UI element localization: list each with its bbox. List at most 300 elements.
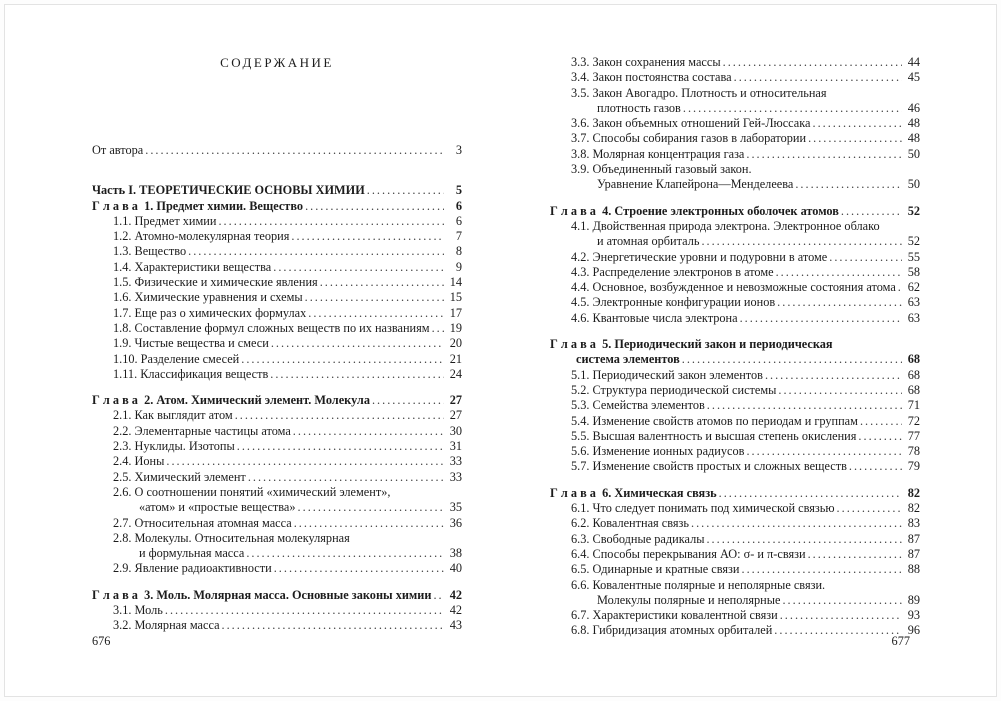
toc-text: 1.8. Составление формул сложных веществ по их названиям xyxy=(113,320,430,335)
toc-text: 3.2. Молярная масса xyxy=(113,618,220,633)
toc-line xyxy=(550,383,920,398)
toc-page-ref: 24 xyxy=(449,366,462,381)
left-page xyxy=(92,55,462,634)
dot-leader xyxy=(222,618,444,633)
toc-page-ref: 77 xyxy=(907,428,920,443)
toc-entry xyxy=(550,623,920,638)
dot-leader xyxy=(291,229,444,244)
toc-page-ref: 50 xyxy=(907,146,920,161)
dot-leader xyxy=(777,295,902,310)
dot-leader xyxy=(188,244,444,259)
toc-entry xyxy=(92,244,462,259)
toc-text: Часть I. ТЕОРЕТИЧЕСКИЕ ОСНОВЫ ХИМИИ xyxy=(92,183,365,198)
toc-line xyxy=(550,280,920,295)
toc-entry xyxy=(92,229,462,244)
toc-page-ref: 45 xyxy=(907,70,920,85)
toc-entry xyxy=(92,352,462,367)
toc-line xyxy=(92,500,462,515)
page-number-right: 677 xyxy=(891,634,910,648)
dot-leader xyxy=(218,214,444,229)
toc-text: 2.2. Элементарные частицы атома xyxy=(113,423,291,438)
toc-text: 2.3. Нуклиды. Изотопы xyxy=(113,439,235,454)
dot-leader xyxy=(308,306,444,321)
toc-entry xyxy=(92,306,462,321)
toc-text: 5.4. Изменение свойств атомов по периодам и группам xyxy=(571,413,858,428)
dot-leader xyxy=(719,486,902,501)
dot-leader xyxy=(740,311,902,326)
toc-line xyxy=(550,101,920,116)
toc-line xyxy=(550,55,920,70)
toc-line xyxy=(92,336,462,351)
toc-page-ref: 48 xyxy=(907,131,920,146)
toc-line xyxy=(550,414,920,429)
dot-leader xyxy=(433,588,444,603)
toc-page-ref: 8 xyxy=(455,244,462,259)
dot-leader xyxy=(829,250,902,265)
toc-text: 2.5. Химический элемент xyxy=(113,469,246,484)
toc-text: 1.6. Химические уравнения и схемы xyxy=(113,290,303,305)
toc-text: 4.4. Основное, возбужденное и невозможные состояния атома xyxy=(571,280,896,295)
dot-leader xyxy=(432,321,444,336)
toc-line xyxy=(550,311,920,326)
toc-line xyxy=(550,593,920,608)
toc-page-ref: 68 xyxy=(907,382,920,397)
toc-text: 3.4. Закон постоянства состава xyxy=(571,70,732,85)
toc-text: 2.9. Явление радиоактивности xyxy=(113,561,272,576)
toc-line xyxy=(92,516,462,531)
toc-line xyxy=(550,562,920,577)
toc-line xyxy=(550,70,920,85)
toc-entry xyxy=(92,408,462,423)
toc-entry xyxy=(92,290,462,305)
toc-line xyxy=(92,260,462,275)
toc-page-ref: 3 xyxy=(455,143,462,157)
dot-leader xyxy=(305,199,444,214)
dot-leader xyxy=(305,290,444,305)
dot-leader xyxy=(765,368,902,383)
dot-leader xyxy=(780,608,902,623)
toc-text: 1.3. Вещество xyxy=(113,244,187,259)
toc-entry xyxy=(92,561,462,576)
toc-line xyxy=(550,295,920,310)
toc-line xyxy=(550,459,920,474)
toc-entry xyxy=(92,439,462,454)
toc-entry xyxy=(550,368,920,383)
dot-leader xyxy=(271,336,444,351)
toc-entry xyxy=(550,131,920,146)
toc-text: 2.7. Относительная атомная масса xyxy=(113,515,292,530)
toc-entry xyxy=(550,147,920,162)
toc-text: 4.5. Электронные конфигурации ионов xyxy=(571,295,776,310)
toc-page-ref: 52 xyxy=(907,234,920,249)
toc-entry xyxy=(550,116,920,131)
dot-leader xyxy=(372,393,444,408)
toc-page-ref: 33 xyxy=(449,469,462,484)
dot-leader xyxy=(860,414,902,429)
toc-entry xyxy=(550,429,920,444)
dot-leader xyxy=(367,183,444,198)
toc-text: 1.2. Атомно-молекулярная теория xyxy=(113,229,290,244)
toc-text: 1.10. Разделение смесей xyxy=(113,351,240,366)
toc-page-ref: 79 xyxy=(907,459,920,474)
toc-text: 6.8. Гибридизация атомных орбиталей xyxy=(571,623,773,638)
toc-entry xyxy=(92,199,462,214)
toc-text: 2.1. Как выглядит атом xyxy=(113,408,233,423)
toc-text: 6.5. Одинарные и кратные связи xyxy=(571,562,740,577)
toc-text: 2.6. О соотношении понятий «химический элемент», xyxy=(113,484,391,499)
dot-leader xyxy=(293,424,444,439)
toc-line xyxy=(92,367,462,382)
toc-line xyxy=(550,147,920,162)
toc-entry xyxy=(92,424,462,439)
toc-text: 1.1. Предмет химии xyxy=(113,213,217,228)
dot-leader xyxy=(237,439,444,454)
dot-leader xyxy=(813,116,903,131)
toc-page-ref: 5 xyxy=(455,183,462,198)
dot-leader xyxy=(841,204,902,219)
toc-entry xyxy=(92,454,462,469)
toc-page-ref: 82 xyxy=(907,501,920,516)
toc-text: и формульная масса xyxy=(139,546,245,561)
dot-leader xyxy=(270,367,444,382)
toc-page-ref: 20 xyxy=(449,336,462,351)
toc-entry xyxy=(92,618,462,633)
dot-leader xyxy=(746,147,902,162)
toc-line xyxy=(550,578,920,593)
toc-entry xyxy=(92,321,462,336)
toc-entry xyxy=(550,295,920,310)
toc-page-ref: 50 xyxy=(907,177,920,192)
toc-page-ref: 89 xyxy=(907,592,920,607)
toc-page-ref: 38 xyxy=(449,546,462,561)
toc-line xyxy=(550,86,920,101)
toc-page-ref: 82 xyxy=(907,485,920,500)
dot-leader xyxy=(274,561,444,576)
toc-line xyxy=(92,290,462,305)
toc-text: Г л а в а 4. Строение электронных оболочек атомов xyxy=(550,203,839,218)
toc-page-ref: 63 xyxy=(907,310,920,325)
toc-page-ref: 42 xyxy=(449,587,462,602)
toc-entry xyxy=(550,86,920,117)
dot-leader xyxy=(795,177,902,192)
dot-leader xyxy=(241,352,444,367)
toc-text: 3.7. Способы собирания газов в лаборатории xyxy=(571,131,807,146)
toc-text: 6.6. Ковалентные полярные и неполярные связи. xyxy=(571,577,826,592)
toc-line xyxy=(92,546,462,561)
toc-page-ref: 83 xyxy=(907,516,920,531)
toc-page-ref: 15 xyxy=(449,290,462,305)
toc-entry xyxy=(550,162,920,193)
toc-entry xyxy=(92,516,462,531)
toc-entry xyxy=(550,486,920,501)
toc-line xyxy=(550,352,920,367)
toc-text: 5.6. Изменение ионных радиусов xyxy=(571,444,745,459)
toc-text: 6.2. Ковалентная связь xyxy=(571,516,690,531)
dot-leader xyxy=(320,275,444,290)
toc-column-right xyxy=(550,55,920,639)
toc-entry xyxy=(550,311,920,326)
toc-text: 5.7. Изменение свойств простых и сложных веществ xyxy=(571,459,847,474)
toc-page-ref: 48 xyxy=(907,116,920,131)
dot-leader xyxy=(294,516,444,531)
toc-line xyxy=(92,439,462,454)
toc-entry xyxy=(550,501,920,516)
toc-text: Г л а в а 3. Моль. Молярная масса. Основные законы химии xyxy=(92,587,432,602)
toc-line xyxy=(92,454,462,469)
toc-text: 2.4. Ионы xyxy=(113,454,165,469)
toc-entry xyxy=(92,588,462,603)
dot-leader xyxy=(248,470,444,485)
dot-leader xyxy=(858,429,902,444)
toc-entry xyxy=(550,532,920,547)
toc-line xyxy=(550,516,920,531)
dot-leader xyxy=(898,280,902,295)
toc-page-ref: 44 xyxy=(907,55,920,69)
toc-line xyxy=(550,177,920,192)
toc-text: 4.1. Двойственная природа электрона. Электронное облако xyxy=(571,218,880,233)
toc-page-ref: 19 xyxy=(449,320,462,335)
toc-page-ref: 33 xyxy=(449,454,462,469)
toc-line xyxy=(550,131,920,146)
dot-leader xyxy=(778,383,902,398)
toc-text: От автора xyxy=(92,143,144,157)
toc-text: 3.3. Закон сохранения массы xyxy=(571,55,721,69)
toc-entry xyxy=(550,250,920,265)
dot-leader xyxy=(682,352,902,367)
toc-text: 5.3. Семейства элементов xyxy=(571,398,705,413)
toc-line xyxy=(92,229,462,244)
toc-text: 5.2. Структура периодической системы xyxy=(571,382,777,397)
toc-page-ref: 6 xyxy=(455,198,462,213)
dot-leader xyxy=(683,101,902,116)
toc-line xyxy=(92,424,462,439)
toc-line xyxy=(92,588,462,603)
toc-text: 5.5. Высшая валентность и высшая степень окисления xyxy=(571,428,857,443)
toc-page-ref: 6 xyxy=(455,213,462,228)
toc-line xyxy=(92,143,462,158)
dot-leader xyxy=(723,55,902,70)
toc-page-ref: 63 xyxy=(907,295,920,310)
toc-page-ref: 87 xyxy=(907,531,920,546)
toc-entry xyxy=(550,562,920,577)
toc-line xyxy=(550,250,920,265)
toc-page-ref: 43 xyxy=(449,618,462,633)
toc-page-ref: 30 xyxy=(449,423,462,438)
toc-entry xyxy=(550,547,920,562)
toc-text: 3.5. Закон Авогадро. Плотность и относительная xyxy=(571,85,827,100)
dot-leader xyxy=(235,408,444,423)
toc-entry xyxy=(92,260,462,275)
toc-line xyxy=(550,444,920,459)
dot-leader xyxy=(707,398,902,413)
toc-line xyxy=(92,275,462,290)
toc-page-ref: 58 xyxy=(907,264,920,279)
toc-page-ref: 42 xyxy=(449,603,462,618)
toc-line xyxy=(550,162,920,177)
dot-leader xyxy=(166,454,444,469)
toc-page-ref: 71 xyxy=(907,398,920,413)
toc-line xyxy=(550,429,920,444)
book-spread xyxy=(4,4,997,697)
toc-text: Г л а в а 2. Атом. Химический элемент. Молекула xyxy=(92,393,370,408)
toc-line xyxy=(92,485,462,500)
toc-text: система элементов xyxy=(576,352,680,367)
toc-text: Уравнение Клапейрона—Менделеева xyxy=(597,177,794,192)
dot-leader xyxy=(774,623,902,638)
toc-line xyxy=(92,352,462,367)
toc-entry xyxy=(550,204,920,219)
toc-text: 6.3. Свободные радикалы xyxy=(571,531,705,546)
toc-page-ref: 27 xyxy=(449,393,462,408)
dot-leader xyxy=(849,459,902,474)
toc-line xyxy=(92,214,462,229)
toc-text: Молекулы полярные и неполярные xyxy=(597,592,781,607)
toc-text: 6.4. Способы перекрывания АО: σ- и π-связи xyxy=(571,546,806,561)
toc-line xyxy=(550,116,920,131)
toc-text: 6.1. Что следует понимать под химической связью xyxy=(571,501,835,516)
toc-entry xyxy=(92,531,462,562)
toc-entry xyxy=(550,219,920,250)
toc-line xyxy=(92,199,462,214)
toc-entry xyxy=(550,383,920,398)
toc-page-ref: 31 xyxy=(449,439,462,454)
toc-entry xyxy=(92,603,462,618)
toc-text: 6.7. Характеристики ковалентной связи xyxy=(571,608,778,623)
toc-text: 3.6. Закон объемных отношений Гей-Люссака xyxy=(571,116,811,131)
toc-entry xyxy=(550,280,920,295)
toc-line xyxy=(550,547,920,562)
toc-page-ref: 35 xyxy=(449,500,462,515)
toc-page-ref: 93 xyxy=(907,608,920,623)
toc-page-ref: 52 xyxy=(907,203,920,218)
toc-line xyxy=(92,531,462,546)
toc-entry xyxy=(550,444,920,459)
toc-line xyxy=(550,265,920,280)
toc-text: Г л а в а 1. Предмет химии. Вещество xyxy=(92,198,304,213)
dot-leader xyxy=(691,516,902,531)
toc-entry xyxy=(92,393,462,408)
toc-line xyxy=(550,337,920,352)
toc-page-ref: 40 xyxy=(449,561,462,576)
toc-line xyxy=(550,623,920,638)
toc-line xyxy=(550,204,920,219)
toc-page-ref: 55 xyxy=(907,249,920,264)
dot-leader xyxy=(701,234,902,249)
toc-line xyxy=(92,618,462,633)
toc-line xyxy=(92,470,462,485)
toc-entry xyxy=(92,183,462,198)
toc-line xyxy=(550,608,920,623)
right-page xyxy=(550,55,920,639)
toc-entry xyxy=(550,265,920,280)
toc-text: 1.5. Физические и химические явления xyxy=(113,275,318,290)
toc-line xyxy=(92,306,462,321)
toc-line xyxy=(550,501,920,516)
toc-text: 1.4. Характеристики вещества xyxy=(113,259,272,274)
toc-line xyxy=(550,486,920,501)
toc-page-ref: 21 xyxy=(449,351,462,366)
toc-page-ref: 36 xyxy=(449,515,462,530)
toc-text: плотность газов xyxy=(597,100,681,115)
toc-line xyxy=(92,183,462,198)
toc-entry xyxy=(92,485,462,516)
contents-heading: СОДЕРЖАНИЕ xyxy=(220,55,334,70)
toc-entry xyxy=(550,578,920,609)
toc-line xyxy=(550,532,920,547)
dot-leader xyxy=(746,444,902,459)
toc-text: 2.8. Молекулы. Относительная молекулярная xyxy=(113,530,350,545)
toc-text: и атомная орбиталь xyxy=(597,234,700,249)
toc-entry xyxy=(92,336,462,351)
toc-page-ref: 7 xyxy=(455,229,462,244)
toc-page-ref: 27 xyxy=(449,408,462,423)
toc-text: Г л а в а 5. Периодический закон и периодическая xyxy=(550,337,833,352)
toc-text: 3.1. Моль xyxy=(113,603,163,618)
dot-leader xyxy=(734,70,902,85)
toc-line xyxy=(92,561,462,576)
toc-page-ref: 14 xyxy=(449,275,462,290)
toc-entry xyxy=(92,367,462,382)
toc-entry xyxy=(550,70,920,85)
dot-leader xyxy=(165,603,444,618)
dot-leader xyxy=(782,593,902,608)
toc-page-ref: 78 xyxy=(907,444,920,459)
toc-text: 4.3. Распределение электронов в атоме xyxy=(571,264,774,279)
toc-text: 1.9. Чистые вещества и смеси xyxy=(113,336,269,351)
dot-leader xyxy=(837,501,902,516)
toc-entry xyxy=(550,516,920,531)
dot-leader xyxy=(742,562,903,577)
toc-entry xyxy=(92,470,462,485)
toc-text: 4.2. Энергетические уровни и подуровни в атоме xyxy=(571,249,828,264)
dot-leader xyxy=(808,547,902,562)
toc-line xyxy=(550,398,920,413)
toc-page-ref: 87 xyxy=(907,546,920,561)
toc-text: 4.6. Квантовые числа электрона xyxy=(571,310,738,325)
toc-line xyxy=(92,393,462,408)
toc-line xyxy=(92,408,462,423)
toc-page-ref: 9 xyxy=(455,259,462,274)
toc-entry xyxy=(92,143,462,158)
toc-line xyxy=(550,368,920,383)
toc-line xyxy=(92,603,462,618)
toc-text: 3.8. Молярная концентрация газа xyxy=(571,146,745,161)
toc-text: 1.11. Классификация веществ xyxy=(113,366,269,381)
toc-text: 3.9. Объединенный газовый закон. xyxy=(571,162,752,177)
toc-entry xyxy=(550,398,920,413)
toc-page-ref: 17 xyxy=(449,305,462,320)
dot-leader xyxy=(298,500,444,515)
dot-leader xyxy=(706,532,902,547)
toc-page-ref: 68 xyxy=(907,352,920,367)
toc-line xyxy=(92,244,462,259)
toc-text: 5.1. Периодический закон элементов xyxy=(571,367,763,382)
toc-line xyxy=(550,234,920,249)
toc-entry xyxy=(550,608,920,623)
page-number-left: 676 xyxy=(92,634,111,648)
toc-text: 1.7. Еще раз о химических формулах xyxy=(113,305,307,320)
dot-leader xyxy=(145,143,444,158)
toc-page-ref: 96 xyxy=(907,623,920,638)
toc-text: Г л а в а 6. Химическая связь xyxy=(550,485,717,500)
toc-entry xyxy=(92,214,462,229)
toc-text: «атом» и «простые вещества» xyxy=(139,500,296,515)
toc-entry xyxy=(550,337,920,368)
toc-entry xyxy=(550,459,920,474)
toc-line xyxy=(92,321,462,336)
toc-page-ref: 68 xyxy=(907,367,920,382)
toc-line xyxy=(550,219,920,234)
